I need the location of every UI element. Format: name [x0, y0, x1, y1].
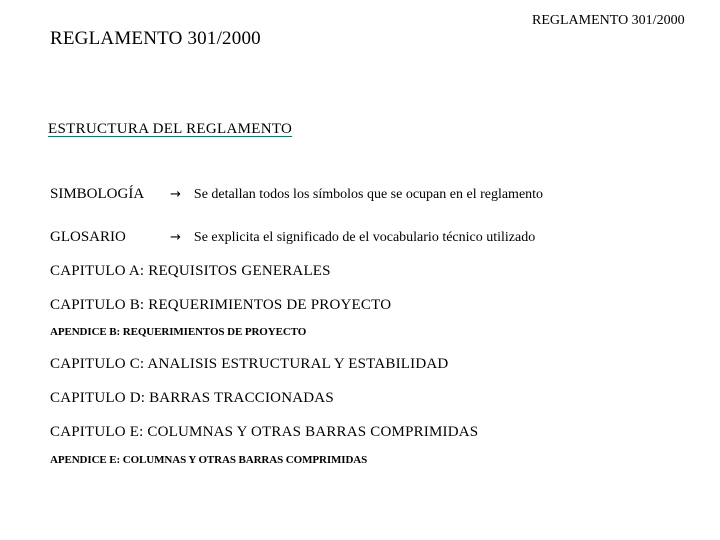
definition-row-glosario [50, 229, 535, 246]
arrow-right-icon: → [170, 187, 181, 202]
chapter-e: CAPITULO E: COLUMNAS Y OTRAS BARRAS COMPRIMIDAS [50, 424, 479, 440]
definition-term: GLOSARIO [50, 229, 126, 245]
definition-description: Se detallan todos los símbolos que se ocupan en el reglamento [193, 186, 544, 202]
section-heading-link[interactable] [48, 121, 292, 138]
appendix-b: APENDICE B: REQUERIMIENTOS DE PROYECTO [50, 326, 307, 338]
definition-description: Se explicita el significado de el vocabulario técnico utilizado [193, 229, 536, 245]
appendix-e: APENDICE E: COLUMNAS Y OTRAS BARRAS COMPRIMIDAS [50, 454, 368, 466]
section-heading-text: ESTRUCTURA DEL REGLAMENTO [48, 121, 293, 137]
chapter-c: CAPITULO C: ANALISIS ESTRUCTURAL Y ESTABILIDAD [50, 356, 449, 372]
chapter-d: CAPITULO D: BARRAS TRACCIONADAS [50, 390, 334, 406]
definition-term: SIMBOLOGÍA [50, 186, 145, 202]
corner-title: REGLAMENTO 301/2000 [532, 13, 685, 28]
chapter-a: CAPITULO A: REQUISITOS GENERALES [50, 263, 331, 279]
arrow-right-icon: → [170, 230, 181, 245]
page-title: REGLAMENTO 301/2000 [50, 28, 261, 49]
chapter-b: CAPITULO B: REQUERIMIENTOS DE PROYECTO [50, 297, 392, 313]
definition-row-simbologia [50, 186, 543, 203]
